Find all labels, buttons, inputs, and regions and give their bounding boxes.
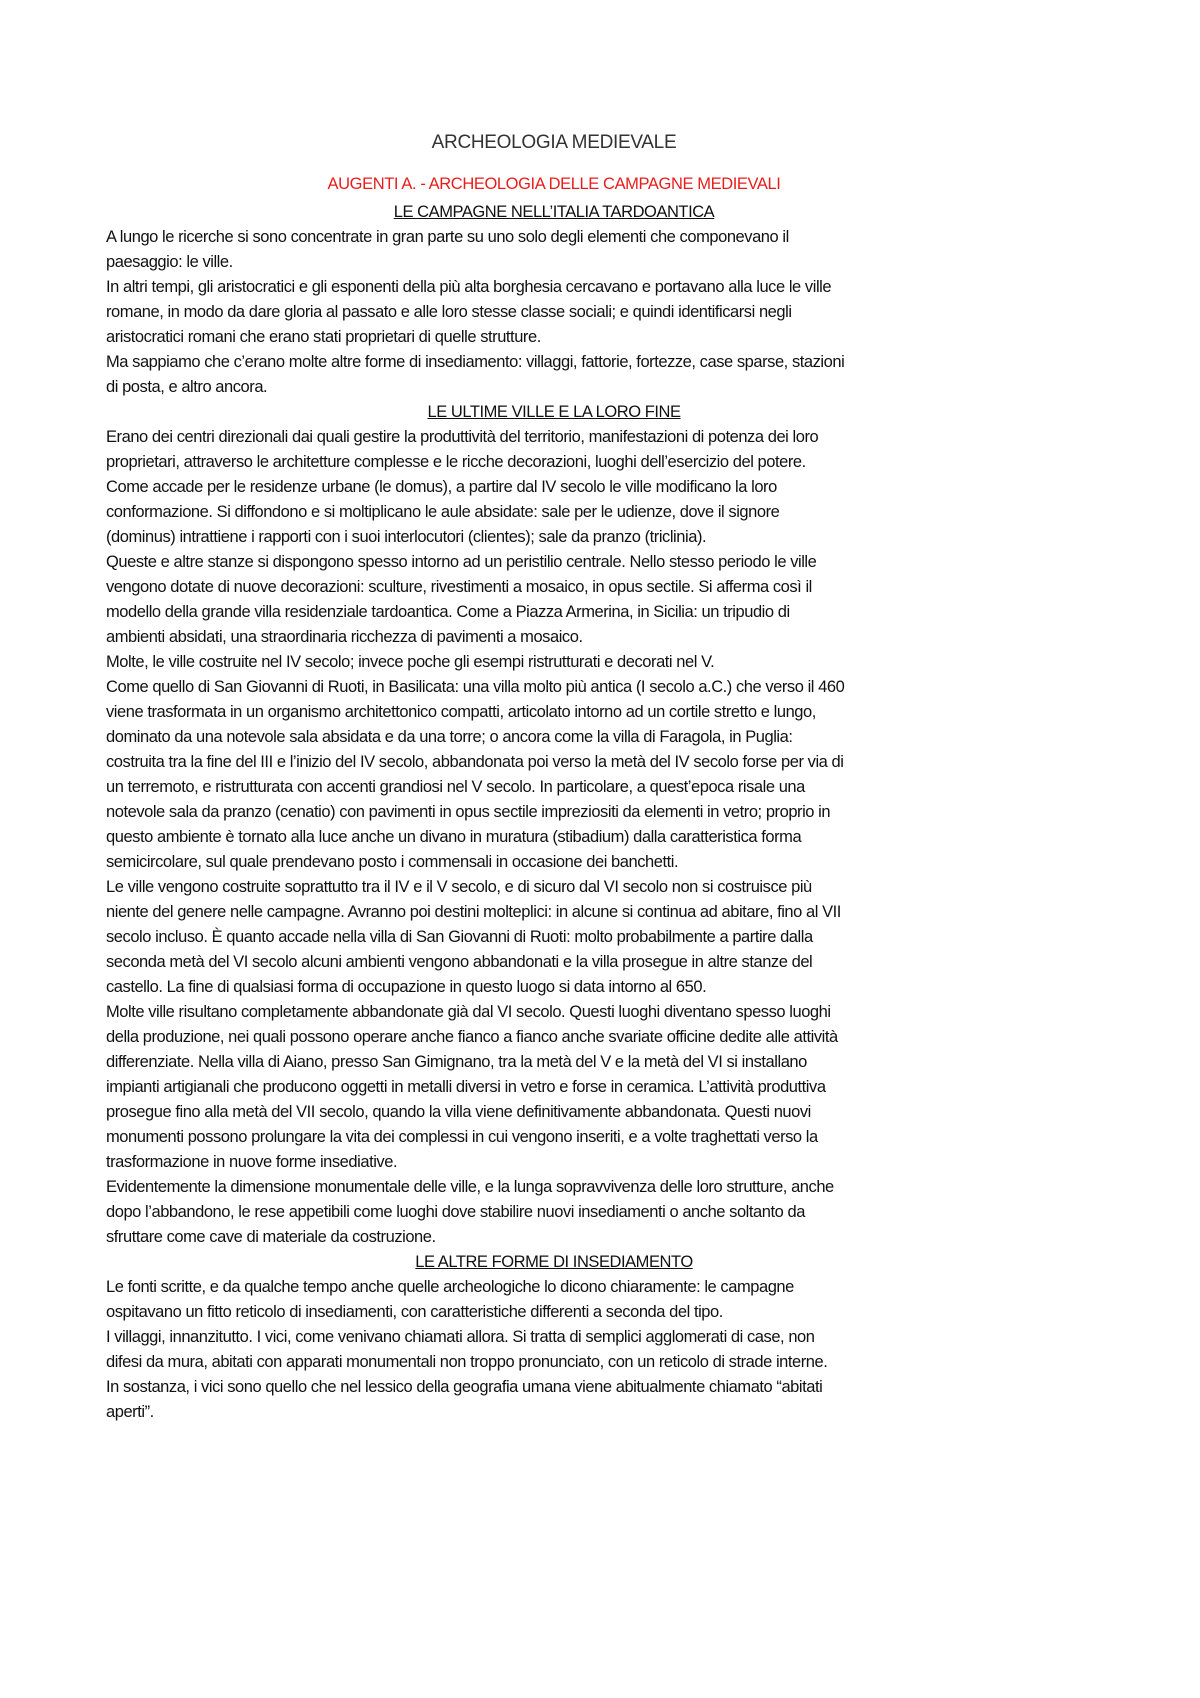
text-line: Le fonti scritte, e da qualche tempo anche quelle archeologiche lo dicono chiaramente: le campagne <box>106 1278 794 1296</box>
text-line: viene trasformata in un organismo architettonico compatti, articolato intorno ad un cortile stretto e lungo, <box>106 703 816 721</box>
text-line: romane, in modo da dare gloria al passato e alle loro stesse classe sociali; e quindi identificarsi negli <box>106 303 792 321</box>
text-line: prosegue fino alla metà del VII secolo, quando la villa viene definitivamente abbandonata. Questi nuovi <box>106 1103 811 1121</box>
text-line: Ma sappiamo che c’erano molte altre forme di insediamento: villaggi, fattorie, fortezze, case sparse, stazioni <box>106 353 845 371</box>
text-line: I villaggi, innanzitutto. I vici, come venivano chiamati allora. Si tratta di semplici agglomerati di case, non <box>106 1328 815 1346</box>
text-line: aperti”. <box>106 1403 154 1421</box>
text-line: monumenti possono prolungare la vita dei complessi in cui vengono inseriti, e a volte traghettati verso la <box>106 1128 818 1146</box>
section <box>106 200 1006 400</box>
text-line: dopo l’abbandono, le rese appetibili come luoghi dove stabilire nuovi insediamenti o anche soltanto da <box>106 1203 805 1221</box>
document-subtitle: AUGENTI A. - ARCHEOLOGIA DELLE CAMPAGNE MEDIEVALI <box>327 175 781 193</box>
text-line: castello. La fine di qualsiasi forma di occupazione in questo luogo si data intorno al 650. <box>106 978 707 996</box>
section-heading: LE ULTIME VILLE E LA LORO FINE <box>427 403 681 421</box>
text-line: (dominus) intrattiene i rapporti con i suoi interlocutori (clientes); sale da pranzo (triclinia). <box>106 528 707 546</box>
text-line: Molte, le ville costruite nel IV secolo; invece poche gli esempi ristrutturati e decorati nel V. <box>106 653 715 671</box>
text-line: aristocratici romani che erano stati proprietari di quelle strutture. <box>106 328 541 346</box>
text-line: A lungo le ricerche si sono concentrate in gran parte su uno solo degli elementi che componevano il <box>106 228 789 246</box>
section-heading: LE CAMPAGNE NELL’ITALIA TARDOANTICA <box>393 203 715 221</box>
text-line: costruita tra la fine del III e l’inizio del IV secolo, abbandonata poi verso la metà del IV secolo forse per via di <box>106 753 844 771</box>
text-line: Le ville vengono costruite soprattutto tra il IV e il V secolo, e di sicuro dal VI secolo non si costruisce più <box>106 878 812 896</box>
text-line: proprietari, attraverso le architetture complesse e le ricche decorazioni, luoghi dell’esercizio del potere. <box>106 453 806 471</box>
text-line: semicircolare, sul quale prendevano posto i commensali in occasione dei banchetti. <box>106 853 679 871</box>
text-line: notevole sala da pranzo (cenatio) con pavimenti in opus sectile impreziositi da elementi in vetro; proprio in <box>106 803 831 821</box>
section <box>106 400 1006 1250</box>
text-line: Come accade per le residenze urbane (le domus), a partire dal IV secolo le ville modificano la loro <box>106 478 777 496</box>
text-line: conformazione. Si diffondono e si moltiplicano le aule absidate: sale per le udienze, dove il signore <box>106 503 780 521</box>
text-line: trasformazione in nuove forme insediative. <box>106 1153 398 1171</box>
text-line: seconda metà del VI secolo alcuni ambienti vengono abbandonati e la villa prosegue in altre stanze del <box>106 953 813 971</box>
text-line: modello della grande villa residenziale tardoantica. Come a Piazza Armerina, in Sicilia: un tripudio di <box>106 603 790 621</box>
document-body <box>106 200 1006 1425</box>
text-line: Molte ville risultano completamente abbandonate già dal VI secolo. Questi luoghi diventano spesso luoghi <box>106 1003 831 1021</box>
section-heading: LE ALTRE FORME DI INSEDIAMENTO <box>415 1253 693 1271</box>
text-line: In sostanza, i vici sono quello che nel lessico della geografia umana viene abitualmente chiamato “abitati <box>106 1378 823 1396</box>
text-line: ospitavano un fitto reticolo di insediamenti, con caratteristiche differenti a seconda del tipo. <box>106 1303 723 1321</box>
text-line: secolo incluso. È quanto accade nella villa di San Giovanni di Ruoti: molto probabilmente a partire dalla <box>106 928 813 946</box>
text-line: questo ambiente è tornato alla luce anche un divano in muratura (stibadium) dalla caratteristica forma <box>106 828 802 846</box>
text-line: ambienti absidati, una straordinaria ricchezza di pavimenti a mosaico. <box>106 628 583 646</box>
text-line: difesi da mura, abitati con apparati monumentali non troppo pronunciato, con un reticolo di strade interne. <box>106 1353 828 1371</box>
section <box>106 1250 1006 1425</box>
text-line: dominato da una notevole sala absidata e da una torre; o ancora come la villa di Faragola, in Puglia: <box>106 728 793 746</box>
text-line: niente del genere nelle campagne. Avranno poi destini molteplici: in alcune si continua ad abitare, fino al VII <box>106 903 841 921</box>
text-line: di posta, e altro ancora. <box>106 378 268 396</box>
text-line: paesaggio: le ville. <box>106 253 233 271</box>
text-line: sfruttare come cave di materiale da costruzione. <box>106 1228 436 1246</box>
text-line: In altri tempi, gli aristocratici e gli esponenti della più alta borghesia cercavano e portavano alla luce le ville <box>106 278 832 296</box>
text-line: Queste e altre stanze si dispongono spesso intorno ad un peristilio centrale. Nello stesso periodo le ville <box>106 553 817 571</box>
document-title: ARCHEOLOGIA MEDIEVALE <box>431 132 677 153</box>
text-line: differenziate. Nella villa di Aiano, presso San Gimignano, tra la metà del V e la metà del VI si installano <box>106 1053 807 1071</box>
text-line: impianti artigianali che producono oggetti in metalli diversi in vetro e forse in ceramica. L’attività produttiva <box>106 1078 826 1096</box>
text-line: un terremoto, e ristrutturata con accenti grandiosi nel V secolo. In particolare, a quest’epoca risale una <box>106 778 805 796</box>
text-line: Erano dei centri direzionali dai quali gestire la produttività del territorio, manifestazioni di potenza dei loro <box>106 428 819 446</box>
text-line: vengono dotate di nuove decorazioni: sculture, rivestimenti a mosaico, in opus sectile. Si afferma così il <box>106 578 812 596</box>
text-line: Evidentemente la dimensione monumentale delle ville, e la lunga sopravvivenza delle loro strutture, anche <box>106 1178 834 1196</box>
text-line: della produzione, nei quali possono operare anche fianco a fianco anche svariate officine dedite alle attività <box>106 1028 838 1046</box>
text-line: Come quello di San Giovanni di Ruoti, in Basilicata: una villa molto più antica (I secolo a.C.) che verso il 460 <box>106 678 845 696</box>
